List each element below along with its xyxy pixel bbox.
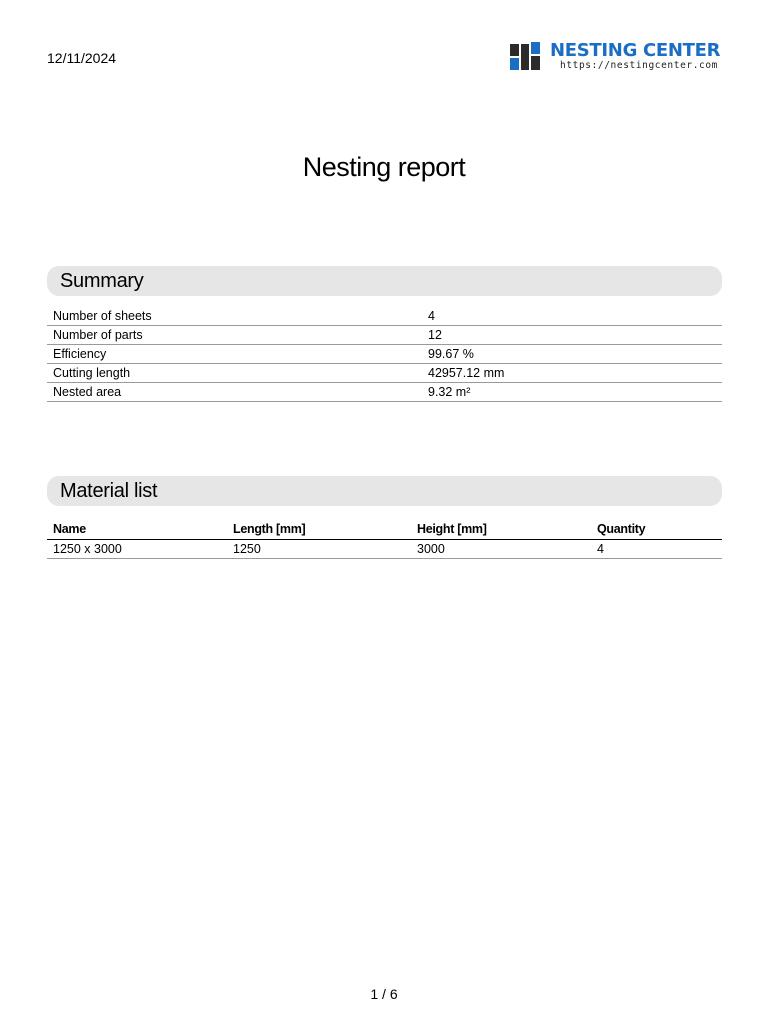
- summary-label: Nested area: [47, 383, 422, 402]
- summary-value: 4: [422, 307, 722, 326]
- material-list-table: [47, 519, 722, 559]
- summary-row-cutting-length: [47, 364, 722, 383]
- summary-row-sheets: [47, 307, 722, 326]
- summary-value: 42957.12 mm: [422, 364, 722, 383]
- material-name-cell: 1250 x 3000: [47, 540, 227, 559]
- summary-value: 12: [422, 326, 722, 345]
- report-date: 12/11/2024: [47, 50, 117, 66]
- summary-label: Number of parts: [47, 326, 422, 345]
- summary-heading: Summary: [47, 266, 722, 296]
- material-length-cell: 1250: [227, 540, 411, 559]
- material-quantity-cell: 4: [591, 540, 722, 559]
- page-title: Nesting report: [302, 152, 466, 182]
- summary-label: Efficiency: [47, 345, 422, 364]
- logo-mark-icon: [510, 42, 540, 70]
- summary-label: Number of sheets: [47, 307, 422, 326]
- column-header-length: Length [mm]: [227, 519, 411, 540]
- material-list-heading: Material list: [47, 476, 722, 506]
- summary-table: [47, 307, 722, 402]
- column-header-height: Height [mm]: [411, 519, 591, 540]
- page-number: 1 / 6: [370, 986, 398, 1002]
- summary-row-parts: [47, 326, 722, 345]
- summary-value: 99.67 %: [422, 345, 722, 364]
- nesting-center-logo: [510, 40, 722, 74]
- material-height-cell: 3000: [411, 540, 591, 559]
- summary-label: Cutting length: [47, 364, 422, 383]
- summary-row-nested-area: [47, 383, 722, 402]
- summary-value: 9.32 m²: [422, 383, 722, 402]
- table-row: [47, 540, 722, 559]
- logo-url: https://nestingcenter.com: [560, 60, 718, 71]
- summary-row-efficiency: [47, 345, 722, 364]
- material-header-row: [47, 519, 722, 540]
- column-header-quantity: Quantity: [591, 519, 722, 540]
- logo-name: NESTING CENTER: [550, 40, 721, 61]
- column-header-name: Name: [47, 519, 227, 540]
